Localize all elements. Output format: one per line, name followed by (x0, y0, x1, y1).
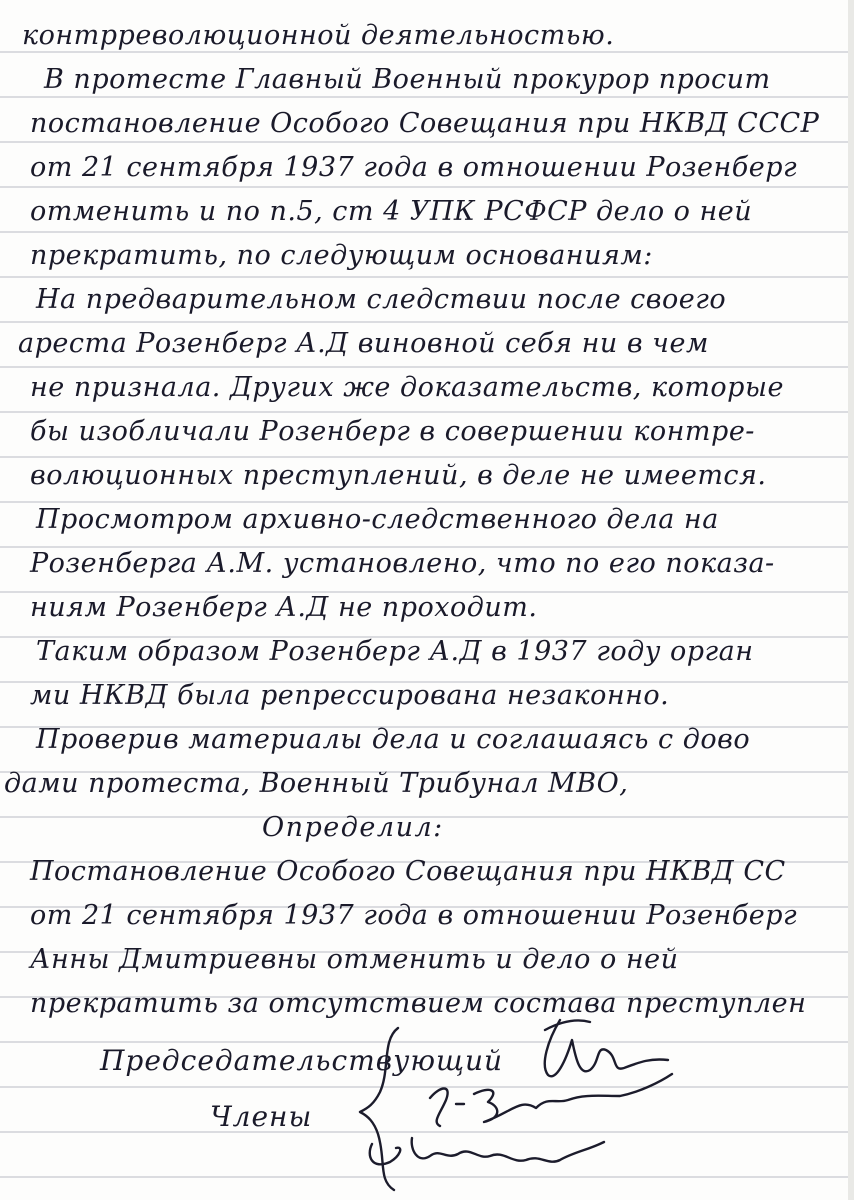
presiding-signature (545, 1020, 668, 1076)
text-line-2: В протесте Главный Военный прокурор просит (44, 64, 771, 95)
text-line-6: прекратить, по следующим основаниям: (30, 240, 653, 271)
text-line-8: ареста Розенберг А.Д виновной себя ни в чем (18, 328, 709, 359)
text-line-10: бы изобличали Розенберг в совершении контре- (30, 416, 755, 447)
text-line-4: от 21 сентября 1937 года в отношении Розенберг (30, 152, 798, 183)
text-line-17: Проверив материалы дела и соглашаясь с дово (36, 724, 751, 755)
text-line-5: отменить и по п.5, ст 4 УПК РСФСР дело о ней (30, 196, 753, 227)
text-line-11: волюционных преступлений, в деле не имеется. (30, 460, 767, 491)
text-line-16: ми НКВД была репрессирована незаконно. (30, 680, 670, 711)
text-line-14: ниям Розенберг А.Д не проходит. (30, 592, 538, 623)
text-line-1: контрреволюционной деятельностью. (22, 20, 615, 51)
text-line-15: Таким образом Розенберг А.Д в 1937 году орган (36, 636, 754, 667)
text-line-20: Постановление Особого Совещания при НКВД СС (30, 856, 786, 887)
presiding-label: Председательствующий (100, 1044, 504, 1077)
text-line-18: дами протеста, Военный Трибунал МВО, (4, 768, 629, 799)
text-line-13: Розенберга А.М. установлено, что по его показа- (30, 548, 775, 579)
text-line-23: прекратить за отсутствием состава преступлен (30, 988, 807, 1019)
text-line-12: Просмотром архивно-следственного дела на (36, 504, 719, 535)
members-label: Члены (210, 1100, 313, 1133)
members-brace (360, 1028, 398, 1190)
text-line-3: постановление Особого Совещания при НКВД СССР (30, 108, 820, 139)
text-line-22: Анны Дмитриевны отменить и дело о ней (30, 944, 679, 975)
page-edge (848, 0, 854, 1200)
member-1-signature (430, 1074, 672, 1126)
text-line-9: не признала. Других же доказательств, которые (30, 372, 784, 403)
text-line-21: от 21 сентября 1937 года в отношении Розенберг (30, 900, 798, 931)
text-line-7: На предварительном следствии после своего (36, 284, 727, 315)
text-line-19: Определил: (262, 812, 444, 843)
member-2-signature (370, 1138, 604, 1164)
